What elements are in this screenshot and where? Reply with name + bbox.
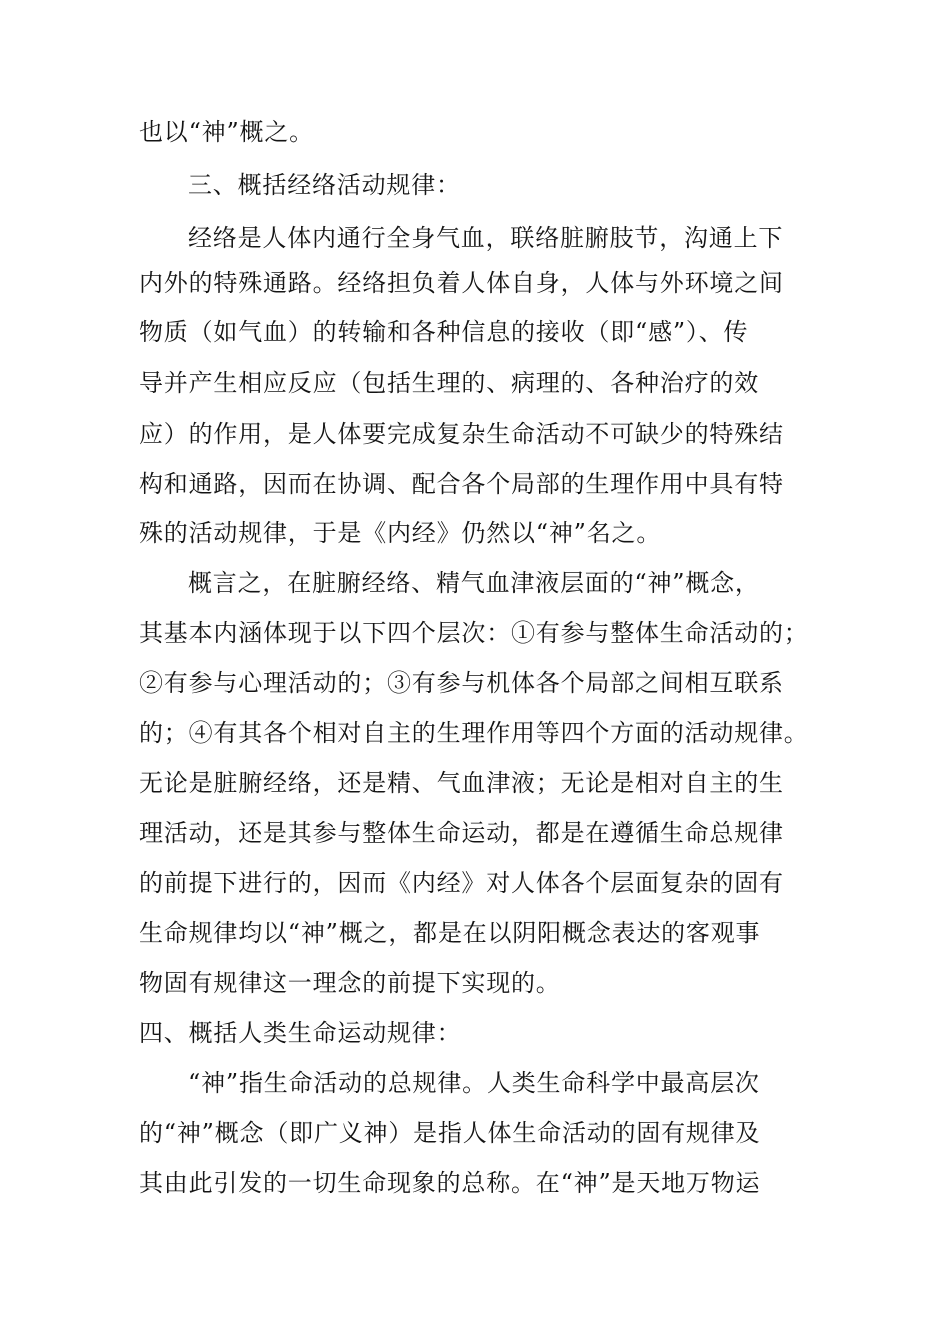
text-line: 构和通路，因而在协调、配合各个局部的生理作用中具有特 xyxy=(139,470,784,498)
text-line: 导并产生相应反应（包括生理的、病理的、各种治疗的效 xyxy=(139,369,759,397)
text-line: 生命规律均以“神”概之，都是在以阴阳概念表达的客观事 xyxy=(139,919,761,947)
text-line: 内外的特殊通路。经络担负着人体自身，人体与外环境之间 xyxy=(139,269,784,297)
text-line: 其基本内涵体现于以下四个层次：①有参与整体生命活动的； xyxy=(139,619,809,647)
text-line: “神”指生命活动的总规律。人类生命科学中最高层次 xyxy=(188,1069,760,1097)
text-line: 应）的作用，是人体要完成复杂生命活动不可缺少的特殊结 xyxy=(139,420,784,448)
text-line: 无论是脏腑经络，还是精、气血津液；无论是相对自主的生 xyxy=(139,769,784,797)
text-line: 理活动，还是其参与整体生命运动，都是在遵循生命总规律 xyxy=(139,819,784,847)
text-line: 物质（如气血）的转输和各种信息的接收（即“感”）、传 xyxy=(139,318,749,346)
text-line: 其由此引发的一切生命现象的总称。在“神”是天地万物运 xyxy=(139,1169,761,1197)
text-line: 也以“神”概之。 xyxy=(139,118,314,146)
section-heading: 四、概括人类生命运动规律： xyxy=(139,1019,462,1047)
text-line: 殊的活动规律，于是《内经》仍然以“神”名之。 xyxy=(139,519,662,547)
text-line: 的前提下进行的，因而《内经》对人体各个层面复杂的固有 xyxy=(139,869,784,897)
text-line: 的；④有其各个相对自主的生理作用等四个方面的活动规律。 xyxy=(139,719,809,747)
text-line: 物固有规律这一理念的前提下实现的。 xyxy=(139,969,561,997)
text-line: 的“神”概念（即广义神）是指人体生命活动的固有规律及 xyxy=(139,1119,761,1147)
section-heading: 三、概括经络活动规律： xyxy=(188,171,461,199)
text-line: 经络是人体内通行全身气血，联络脏腑肢节，沟通上下 xyxy=(188,224,784,252)
text-line: ②有参与心理活动的；③有参与机体各个局部之间相互联系 xyxy=(139,669,784,697)
text-line: 概言之，在脏腑经络、精气血津液层面的“神”概念， xyxy=(188,569,760,597)
